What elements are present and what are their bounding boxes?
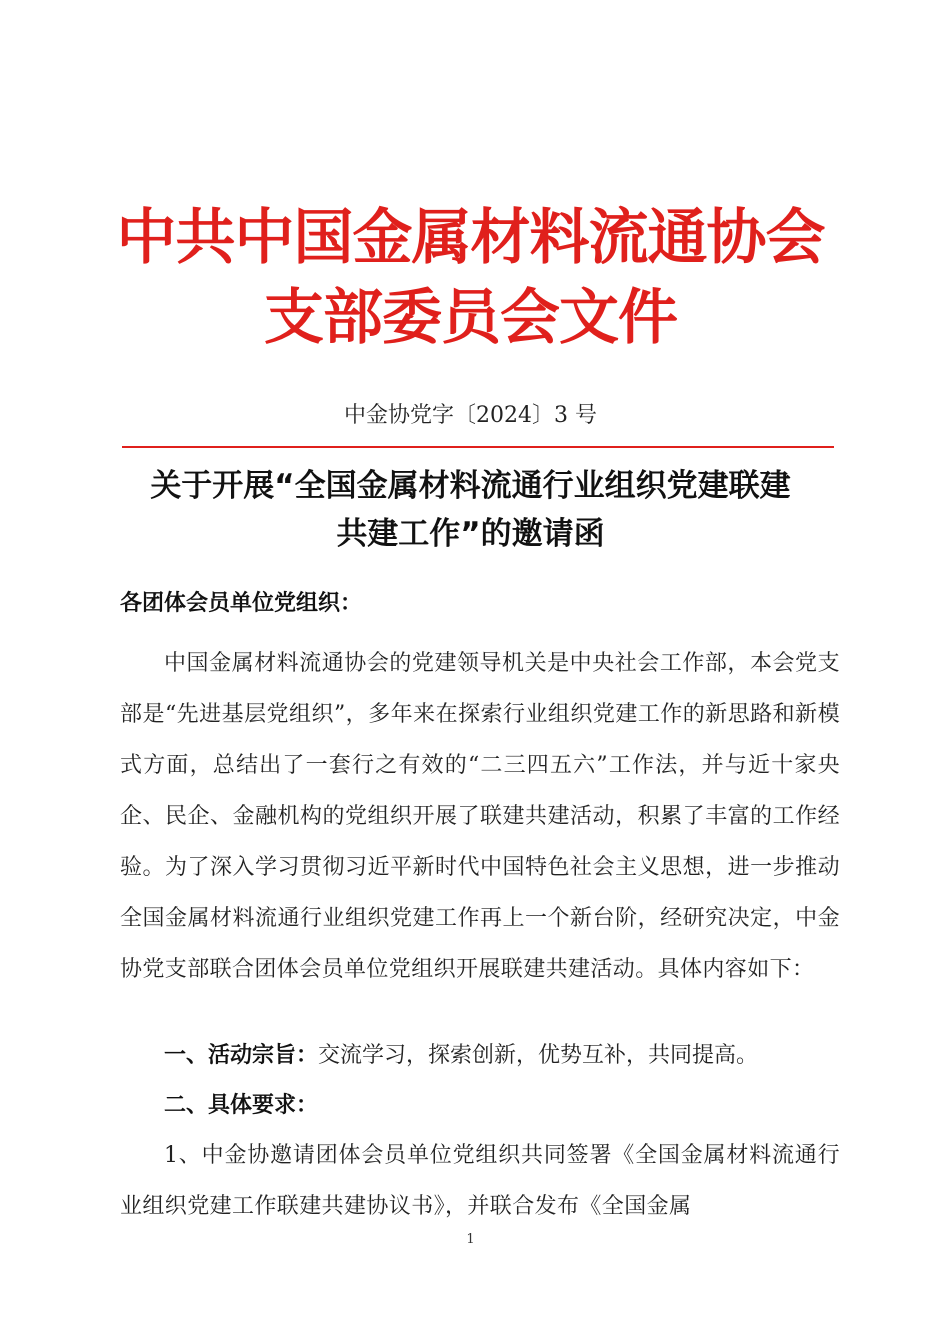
document-header-title-line1: 中共中国金属材料流通协会 [116,203,825,273]
page-number: 1 [466,1232,475,1247]
subject-title-line1: 关于开展“全国金属材料流通行业组织党建联建 [150,468,791,504]
section-requirements-label: 二、具体要求： [164,1093,319,1118]
document-header-title-line2: 支部委员会文件 [264,283,677,353]
red-divider-line [122,446,834,448]
section-purpose [120,1030,840,1081]
section-purpose-text: 交流学习，探索创新，优势互补，共同提高。 [318,1043,759,1068]
subject-title-line2: 共建工作”的邀请函 [336,516,605,552]
document-number: 中金协党字〔2024〕3 号 [344,403,597,428]
body-paragraph-1: 中国金属材料流通协会的党建领导机关是中央社会工作部，本会党支部是“先进基层党组织”，多年来在探索行业组织党建工作的新思路和新模式方面，总结出了一套行之有效的“二三四五六”工作法，并与近十家央企、民企、金融机构的党组织开展了联建共建活动，积累了丰富的工作经验。为了深入学习贯彻习近平新时代中国特色社会主义思想，进一步推动全国金属材料流通行业组织党建工作再上一个新台阶，经研究决定，中金协党支部联合团体会员单位党组织开展联建共建活动。具体内容如下： [120,651,840,982]
body-section [120,638,840,995]
requirement-1: 1、中金协邀请团体会员单位党组织共同签署《全国金属材料流通行业组织党建工作联建共建协议书》，并联合发布《全国金属 [120,1143,840,1219]
salutation: 各团体会员单位党组织： [120,591,363,616]
section-purpose-label: 一、活动宗旨： [164,1043,319,1068]
section-requirements [120,1080,840,1131]
requirements-body [120,1130,840,1232]
